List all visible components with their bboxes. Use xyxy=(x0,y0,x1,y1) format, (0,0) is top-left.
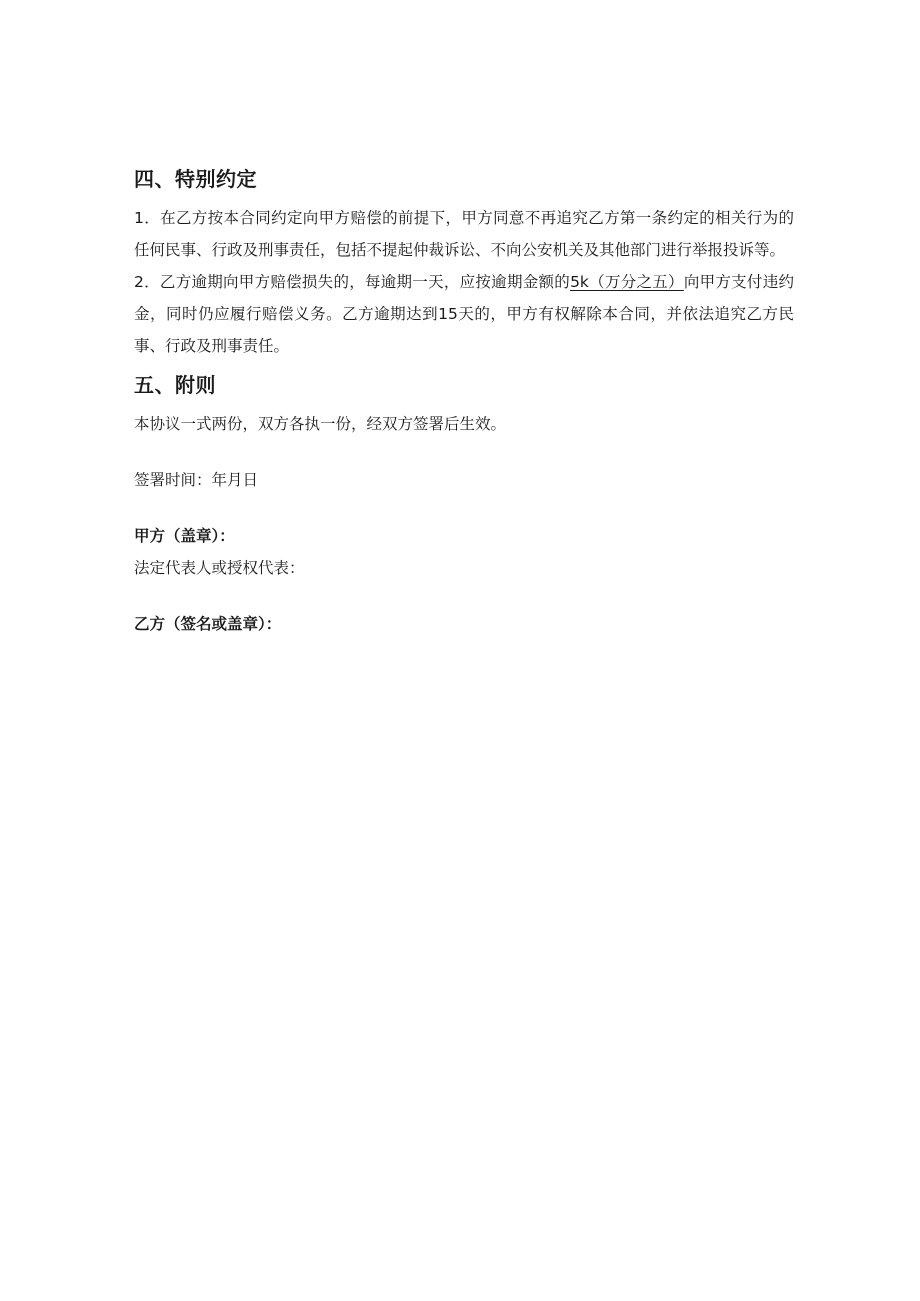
item-text-middle: 向甲方支付违约金，同时仍应履行赔偿义务。乙方逾期达到 xyxy=(134,273,794,323)
item-text-after: 天的，甲方有权解除本合同，并依法追究乙方民事、行政及刑事责任。 xyxy=(134,305,794,355)
penalty-rate-words: （万分之五） xyxy=(588,273,684,291)
spacer xyxy=(134,440,794,464)
item-text-before: ．乙方逾期向甲方赔偿损失的，每逾期一天，应按逾期金额的 xyxy=(143,273,571,291)
spacer xyxy=(134,496,794,520)
penalty-rate-value: 5k xyxy=(570,273,589,291)
special-term-item-1 xyxy=(134,202,794,266)
appendix-text: 本协议一式两份，双方各执一份，经双方签署后生效。 xyxy=(134,415,507,433)
overdue-days: 15 xyxy=(438,305,458,323)
special-term-item-2 xyxy=(134,266,794,362)
item-number: 2 xyxy=(134,273,144,291)
party-b-signature-label: 乙方（签名或盖章）： xyxy=(134,615,282,633)
party-a-representative-label: 法定代表人或授权代表： xyxy=(134,559,305,577)
item-text: ．在乙方按本合同约定向甲方赔偿的前提下，甲方同意不再追究乙方第一条约定的相关行为的任何民事、行政及刑事责任，包括不提起仲裁诉讼、不向公安机关及其他部门进行举报投诉等。 xyxy=(134,209,794,259)
signing-time-label: 签署时间：年月日 xyxy=(134,471,259,489)
contract-document xyxy=(134,162,794,640)
penalty-rate xyxy=(570,273,684,291)
section-heading-appendix: 五、附则 xyxy=(134,373,216,397)
party-a-seal-label: 甲方（盖章）： xyxy=(134,527,235,545)
item-number: 1 xyxy=(134,209,144,227)
spacer xyxy=(134,584,794,608)
section-heading-special-terms: 四、特别约定 xyxy=(134,167,257,191)
